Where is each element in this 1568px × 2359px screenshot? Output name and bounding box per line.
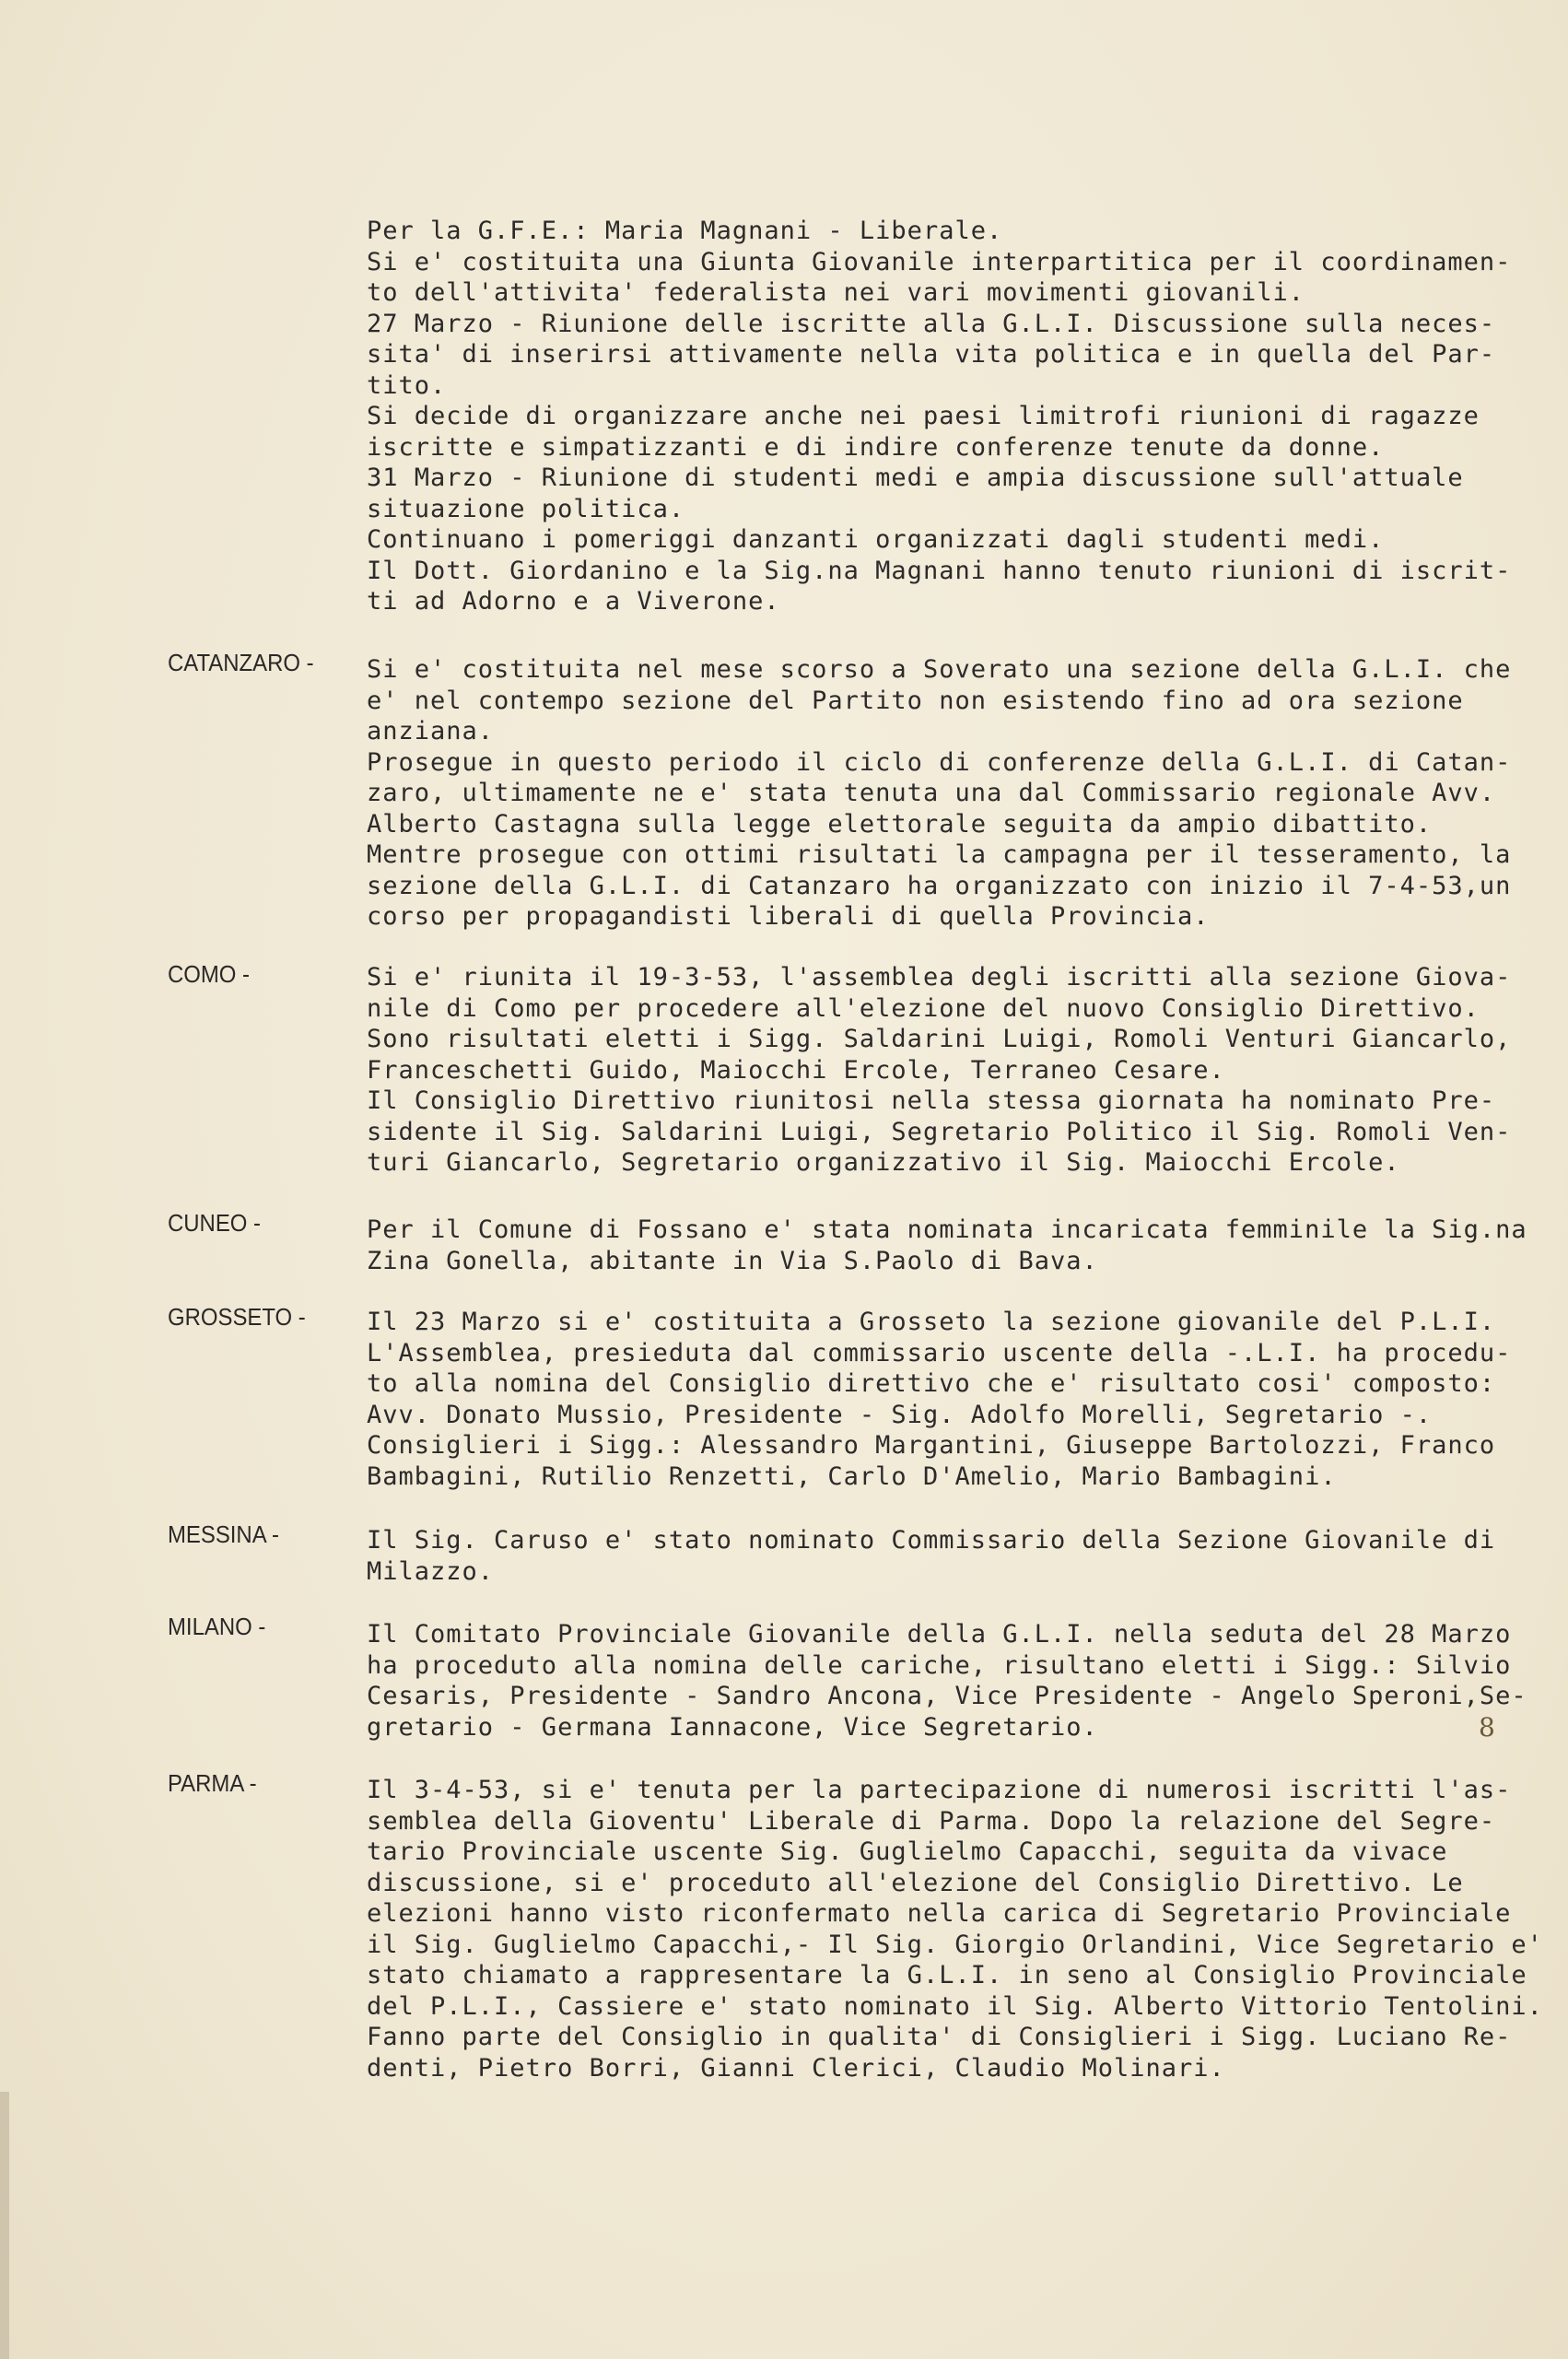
section-text-catanzaro: [367, 654, 1512, 933]
text-line: e' nel contempo sezione del Partito non esistendo fino ad ora sezione: [367, 686, 1464, 715]
text-line: to dell'attivita' federalista nei vari movimenti giovanili.: [367, 278, 1305, 307]
text-line: 27 Marzo - Riunione delle iscritte alla G.L.I. Discussione sulla neces-: [367, 309, 1496, 338]
text-line: Continuano i pomeriggi danzanti organizzati dagli studenti medi.: [367, 525, 1385, 554]
text-line: Il 3-4-53, si e' tenuta per la partecipazione di numerosi iscritti l'as-: [367, 1776, 1512, 1804]
text-line: Mentre prosegue con ottimi risultati la campagna per il tesseramento, la: [367, 840, 1512, 869]
section-label-como: COMO -: [168, 960, 251, 988]
text-line: Bambagini, Rutilio Renzetti, Carlo D'Amelio, Mario Bambagini.: [367, 1461, 1337, 1491]
section-label-catanzaro: CATANZARO -: [168, 649, 314, 676]
section-label-grosseto: GROSSETO -: [168, 1303, 306, 1331]
text-line: Si e' costituita nel mese scorso a Soverato una sezione della G.L.I. che: [367, 655, 1512, 684]
text-line: Sono risultati eletti i Sigg. Saldarini Luigi, Romoli Venturi Giancarlo,: [367, 1025, 1512, 1053]
text-line: Si e' riunita il 19-3-53, l'assemblea degli iscritti alla sezione Giova-: [367, 963, 1512, 992]
text-line: zaro, ultimamente ne e' stata tenuta una dal Commissario regionale Avv.: [367, 779, 1496, 807]
section-text-milano: [367, 1619, 1527, 1743]
handwritten-margin-note: 8: [1479, 1712, 1495, 1743]
text-line: Il Consiglio Direttivo riunitosi nella stessa giornata ha nominato Pre-: [367, 1086, 1496, 1115]
text-line: elezioni hanno visto riconfermato nella carica di Segretario Provinciale: [367, 1899, 1512, 1928]
text-line: Milazzo.: [367, 1556, 495, 1586]
text-line: Il Dott. Giordanino e la Sig.na Magnani hanno tenuto riunioni di iscrit-: [367, 556, 1512, 585]
text-line: sita' di inserirsi attivamente nella vita politica e in quella del Par-: [367, 340, 1496, 369]
text-line: del P.L.I., Cassiere e' stato nominato il Sig. Alberto Vittorio Tentolini.: [367, 1991, 1543, 2021]
text-line: il Sig. Guglielmo Capacchi,- Il Sig. Giorgio Orlandini, Vice Segretario e': [367, 1930, 1543, 1959]
text-line: ha proceduto alla nomina delle cariche, risultano eletti i Sigg.: Silvio: [367, 1650, 1512, 1680]
text-line: stato chiamato a rappresentare la G.L.I. in seno al Consiglio Provinciale: [367, 1961, 1527, 1989]
text-line: Si e' costituita una Giunta Giovanile interpartitica per il coordinamen-: [367, 247, 1512, 276]
text-line: Il Sig. Caruso e' stato nominato Commissario della Sezione Giovanile di: [367, 1526, 1496, 1555]
section-label-cuneo: CUNEO -: [168, 1209, 261, 1237]
text-line: Franceschetti Guido, Maiocchi Ercole, Terraneo Cesare.: [367, 1055, 1225, 1085]
text-line: anziana.: [367, 717, 495, 745]
text-line: tario Provinciale uscente Sig. Guglielmo Capacchi, seguita da vivace: [367, 1837, 1448, 1866]
text-line: L'Assemblea, presieduta dal commissario uscente della -.L.I. ha procedu-: [367, 1338, 1512, 1367]
text-line: Si decide di organizzare anche nei paesi limitrofi riunioni di ragazze: [367, 402, 1480, 430]
text-line: Alberto Castagna sulla legge elettorale seguita da ampio dibattito.: [367, 809, 1433, 839]
section-text-messina: [367, 1525, 1509, 1587]
text-line: ti ad Adorno e a Viverone.: [367, 587, 780, 616]
text-line: Il 23 Marzo si e' costituita a Grosseto la sezione giovanile del P.L.I.: [367, 1308, 1496, 1336]
section-text-como: [367, 962, 1512, 1179]
section-text-cuneo: [367, 1215, 1527, 1276]
intro-paragraph: [367, 216, 1512, 617]
text-line: Zina Gonella, abitante in Via S.Paolo di Bava.: [367, 1246, 1098, 1275]
text-line: Per il Comune di Fossano e' stata nominata incaricata femminile la Sig.na: [367, 1215, 1527, 1244]
section-label-messina: MESSINA -: [168, 1520, 279, 1548]
text-line: iscritte e simpatizzanti e di indire conferenze tenute da donne.: [367, 432, 1385, 462]
text-line: situazione politica.: [367, 494, 685, 523]
text-line: Fanno parte del Consiglio in qualita' di Consiglieri i Sigg. Luciano Re-: [367, 2023, 1512, 2051]
scan-edge: [0, 2092, 9, 2359]
text-line: sezione della G.L.I. di Catanzaro ha organizzato con inizio il 7-4-53,un: [367, 871, 1512, 900]
text-line: Il Comitato Provinciale Giovanile della G.L.I. nella seduta del 28 Marzo: [367, 1620, 1512, 1649]
text-line: sidente il Sig. Saldarini Luigi, Segretario Politico il Sig. Romoli Ven-: [367, 1117, 1512, 1146]
text-line: Prosegue in questo periodo il ciclo di conferenze della G.L.I. di Catan-: [367, 747, 1512, 777]
section-label-milano: MILANO -: [168, 1613, 266, 1640]
section-text-parma: [367, 1775, 1543, 2083]
text-line: Avv. Donato Mussio, Presidente - Sig. Adolfo Morelli, Segretario -.: [367, 1400, 1433, 1429]
text-line: gretario - Germana Iannacone, Vice Segretario.: [367, 1712, 1098, 1742]
text-line: nile di Como per procedere all'elezione del nuovo Consiglio Direttivo.: [367, 993, 1480, 1023]
text-line: turi Giancarlo, Segretario organizzativo il Sig. Maiocchi Ercole.: [367, 1148, 1400, 1177]
text-line: discussione, si e' proceduto all'elezione del Consiglio Direttivo. Le: [367, 1868, 1464, 1897]
section-text-grosseto: [367, 1307, 1512, 1492]
text-line: denti, Pietro Borri, Gianni Clerici, Claudio Molinari.: [367, 2053, 1225, 2083]
section-label-parma: PARMA -: [168, 1769, 257, 1797]
text-line: Consiglieri i Sigg.: Alessandro Margantini, Giuseppe Bartolozzi, Franco: [367, 1431, 1496, 1460]
text-line: tito.: [367, 370, 447, 400]
text-line: Cesaris, Presidente - Sandro Ancona, Vice Presidente - Angelo Speroni,Se-: [367, 1682, 1527, 1710]
text-line: to alla nomina del Consiglio direttivo che e' risultato cosi' composto:: [367, 1369, 1496, 1398]
text-line: 31 Marzo - Riunione di studenti medi e ampia discussione sull'attuale: [367, 464, 1464, 492]
text-line: corso per propagandisti liberali di quella Provincia.: [367, 902, 1210, 931]
text-line: semblea della Gioventu' Liberale di Parma. Dopo la relazione del Segre-: [367, 1806, 1496, 1836]
text-line: Per la G.F.E.: Maria Magnani - Liberale.: [367, 217, 1003, 245]
